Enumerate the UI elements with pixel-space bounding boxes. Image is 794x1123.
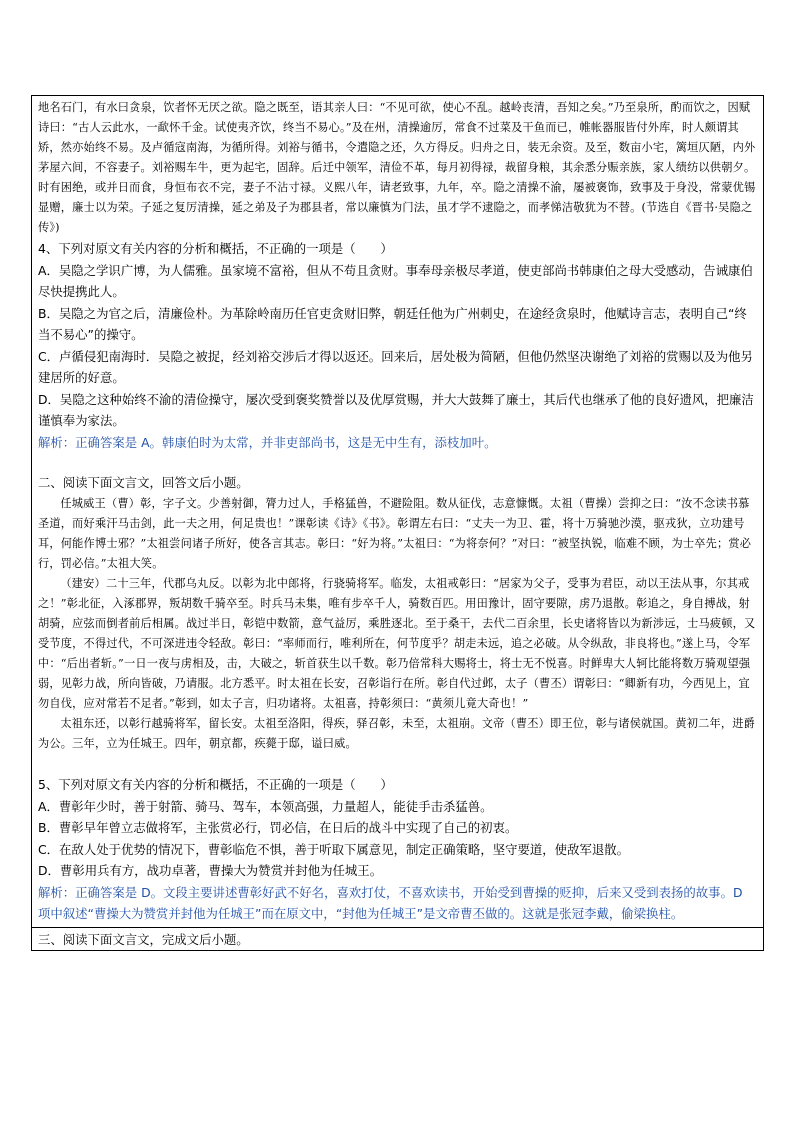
question-5-option-d: D．曹彰用兵有方，战功卓著，曹操大为赞赏并封他为任城王。 — [38, 863, 383, 878]
section-2-paragraph-2: （建安）二十三年，代郡乌丸反。以彰为北中郎将，行骁骑将军。临发，太祖戒彰曰：“居家为父子，受事为君臣，动以王法从事，尔其戒之！”彰北征，入涿郡界，叛胡数千骑卒至。时兵马未集，唯有步卒千人，骑数百匹。用田豫计，固守要隙，虏乃退散。彰追之，身自搏战，射胡骑，应弦而倒者前后相属。战过半日，彰铠中数箭，意气益厉，乘胜逐北。至于桑干，去代二百余里，长史诸将皆以为新涉远，士马疲顿，又受节度，不得过代，不可深进违令轻敌。彰曰：“率师而行，唯利所在，何节度乎？胡走未远，追之必破。从令纵敌，非良将也。”遂上马，令军中：“后出者斩。”一日一夜与虏相及，击，大破之，斩首获生以千数。彰乃倍常科大赐将士，将士无不悦喜。时鲜卑大人轲比能将数万骑观望强弱，见彰力战，所向皆破，乃请服。北方悉平。时太祖在长安，召彰诣行在所。彰自代过邺，太子（曹丕）谓彰曰：“卿新有功，今西见上，宜勿自伐，应对常若不足者。”彰到，如太子言，归功诸将。太祖喜，持彰须曰：“黄须儿竟大奇也！” — [38, 576, 756, 710]
passage-1 — [38, 98, 757, 238]
table-row-divider — [32, 927, 763, 928]
question-4-option-b: B．吴隐之为官之后，清廉俭朴。为革除岭南历任官吏贪财旧弊，朝廷任他为广州刺史，在途经贪泉时，他赋诗言志，表明自己“终当不易心”的操守。 — [38, 305, 747, 342]
question-4-answer: 解析：正确答案是 A。韩康伯时为太常，并非吏部尚书，这是无中生有，添枝加叶。 — [38, 434, 497, 450]
question-5-stem: 5、下列对原文有关内容的分析和概括，不正确的一项是（ ） — [38, 777, 393, 792]
question-5 — [38, 774, 757, 925]
passage-1-text: 地名石门，有水曰贪泉，饮者怀无厌之欲。隐之既至，语其亲人曰：“不见可欲，使心不乱。越岭丧清，吾知之矣。”乃至泉所，酌而饮之，因赋诗曰：“古人云此水，一歃怀千金。试使夷齐饮，终当不易心。”及在州，清操逾厉，常食不过菜及干鱼而已，帷帐器服皆付外库，时人颇谓其矫，然亦始终不易。及卢循寇南海，为循所得。刘裕与循书，令遣隐之还，久方得反。归舟之日，装无余资。及至，数亩小宅，篱垣仄陋，内外茅屋六间，不容妻子。刘裕赐车牛，更为起宅，固辞。后迁中领军，清俭不革，每月初得禄，裁留身粮，其余悉分赈亲族，家人绩纺以供朝夕。时有困绝，或并日而食，身恒布衣不完，妻子不沾寸禄。义熙八年，请老致事，九年，卒。隐之清操不渝，屡被褒饰，致事及于身没，常蒙优锡显赠，廉士以为荣。子延之复厉清操，延之弟及子为郡县者，常以廉慎为门法，虽才学不逮隐之，而孝悌洁敬犹为不替。(节选自《晋书·吴隐之传》) — [38, 101, 756, 234]
question-4-option-c: C．卢循侵犯南海时．吴隐之被捉，经刘裕交涉后才得以返还。回来后，居处极为简陋，但他仍然坚决谢绝了刘裕的赏赐以及为他另建居所的好意。 — [38, 348, 753, 385]
question-5-option-b: B．曹彰早年曾立志做将军，主张赏必行，罚必信，在日后的战斗中实现了自己的初衷。 — [38, 820, 518, 835]
question-4-stem: 4、下列对原文有关内容的分析和概括，不正确的一项是（ ） — [38, 241, 393, 256]
question-4 — [38, 238, 757, 453]
section-2-paragraph-1: 任城威王（曹）彰，字子文。少善射御，膂力过人，手格猛兽，不避险阻。数从征伐，志意慷慨。太祖（曹操）尝抑之曰：“汝不念读书慕圣道，而好乘汗马击剑，此一夫之用，何足贵也！”课彰读《诗》《书》。彰谓左右曰：“丈夫一为卫、霍，将十万骑驰沙漠，驱戎狄，立功建号耳，何能作博士邪？”太祖尝问诸子所好，使各言其志。彰曰：“好为将。”太祖曰：“为将奈何？”对曰：“被坚执锐，临难不顾，为士卒先；赏必行，罚必信。”太祖大笑。 — [38, 496, 752, 570]
section-2-paragraph-3: 太祖东还，以彰行越骑将军，留长安。太祖至洛阳，得疾，驿召彰，未至，太祖崩。文帝（曹丕）即王位，彰与诸侯就国。黄初二年，进爵为公。三年，立为任城王。四年，朝京都，疾薨于邸，谥曰威。 — [38, 716, 756, 750]
content-table — [31, 95, 764, 951]
section-2 — [38, 472, 757, 754]
section-3 — [38, 929, 757, 951]
section-2-heading: 二、阅读下面文言文，回答文后小题。 — [38, 475, 249, 490]
question-5-option-c: C．在敌人处于优势的情况下，曹彰临危不惧，善于听取下属意见，制定正确策略，坚守要道，使敌军退散。 — [38, 841, 630, 857]
question-5-answer: 解析：正确答案是 D。文段主要讲述曹彰好武不好名，喜欢打仗，不喜欢读书，开始受到曹操的贬抑，后来又受到表扬的故事。D 项中叙述“曹操大为赞赏并封他为任城王”而在原文中，“封他为任城王”是文帝曹丕做的。这就是张冠李戴，偷梁换柱。 — [38, 884, 743, 921]
question-4-option-a: A．吴隐之学识广博，为人儒雅。虽家境不富裕，但从不苟且贪财。事奉母亲极尽孝道，使吏部尚书韩康伯之母大受感动，告诫康伯尽快提携此人。 — [38, 262, 753, 299]
section-3-heading: 三、阅读下面文言文，完成文后小题。 — [38, 932, 249, 947]
question-5-option-a: A．曹彰年少时，善于射箭、骑马、驾车，本领高强，力量超人，能徒手击杀猛兽。 — [38, 798, 493, 814]
question-4-option-d: D．吴隐之这种始终不渝的清俭操守，屡次受到褒奖赞誉以及优厚赏赐，并大大鼓舞了廉士，其后代也继承了他的良好遗风，把廉洁谨慎奉为家法。 — [38, 391, 754, 428]
